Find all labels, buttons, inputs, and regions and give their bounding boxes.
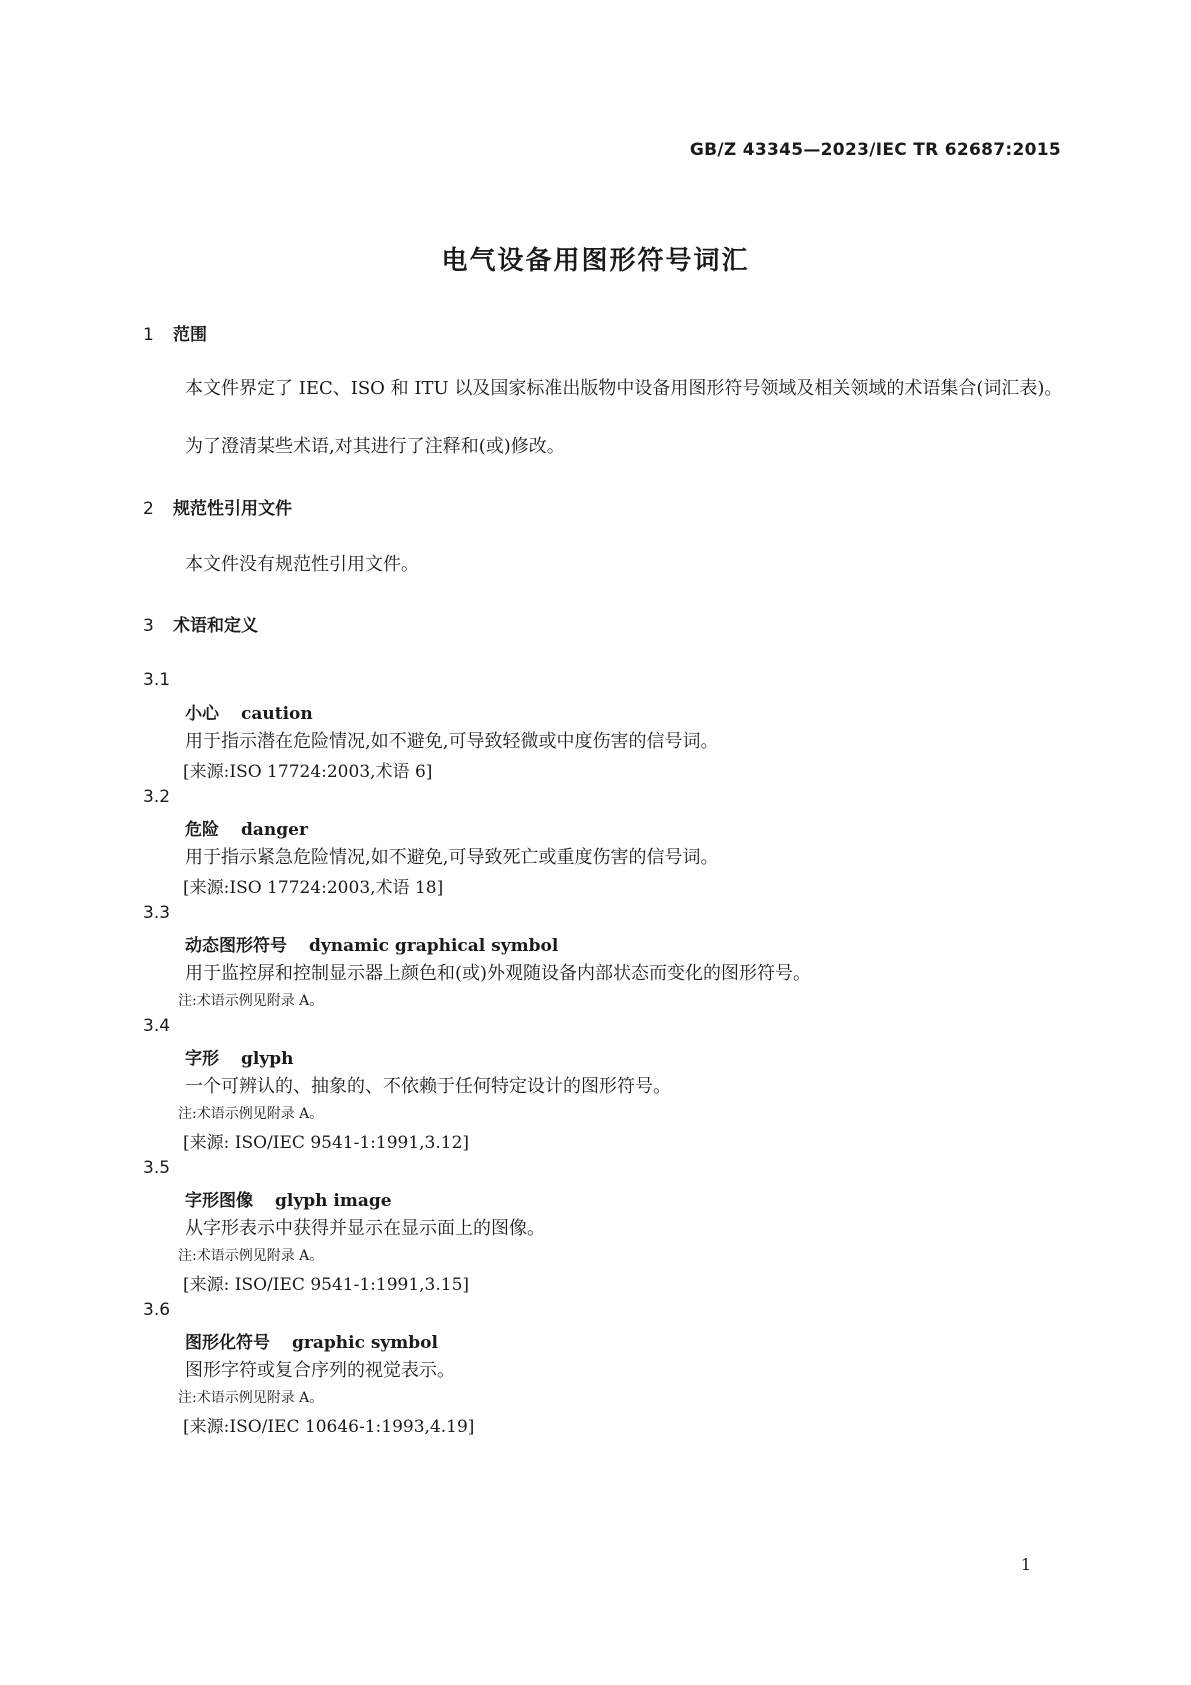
term-number: 3.3 xyxy=(143,903,171,923)
scope-paragraph: 本文件界定了 IEC、ISO 和 ITU 以及国家标准出版物中设备用图形符号领域及相关领域的术语集合(词汇表)。 xyxy=(185,378,1063,399)
term-note: 注:术语示例见附录 A。 xyxy=(178,1106,324,1122)
term-en: caution xyxy=(241,704,313,724)
term-en: dynamic graphical symbol xyxy=(309,936,559,956)
term-heading xyxy=(185,1328,438,1353)
term-en: glyph image xyxy=(275,1191,392,1211)
term-heading xyxy=(185,1044,293,1069)
section-heading-scope xyxy=(143,320,207,345)
term-heading xyxy=(185,1186,392,1211)
term-source: [来源:ISO/IEC 10646-1:1993,4.19] xyxy=(183,1417,475,1437)
section-title: 规范性引用文件 xyxy=(173,499,292,519)
term-heading xyxy=(185,931,558,956)
section-title: 范围 xyxy=(173,325,207,345)
term-heading xyxy=(185,699,313,724)
term-number: 3.1 xyxy=(143,670,171,690)
term-zh: 动态图形符号 xyxy=(185,936,287,956)
document-title: 电气设备用图形符号词汇 xyxy=(441,246,750,276)
section-number: 3 xyxy=(143,616,154,636)
term-zh: 字形 xyxy=(185,1049,219,1069)
section-number: 1 xyxy=(143,325,154,345)
term-zh: 小心 xyxy=(185,704,219,724)
references-paragraph: 本文件没有规范性引用文件。 xyxy=(185,554,419,575)
section-heading-terms xyxy=(143,611,258,636)
section-number: 2 xyxy=(143,499,154,519)
term-heading xyxy=(185,815,308,840)
term-en: graphic symbol xyxy=(292,1333,438,1353)
term-definition: 用于监控屏和控制显示器上颜色和(或)外观随设备内部状态而变化的图形符号。 xyxy=(185,963,812,984)
term-zh: 字形图像 xyxy=(185,1191,253,1211)
term-definition: 从字形表示中获得并显示在显示面上的图像。 xyxy=(185,1218,545,1239)
term-number: 3.2 xyxy=(143,787,171,807)
term-definition: 用于指示潜在危险情况,如不避免,可导致轻微或中度伤害的信号词。 xyxy=(185,731,719,752)
section-title: 术语和定义 xyxy=(173,616,258,636)
term-source: [来源: ISO/IEC 9541-1:1991,3.15] xyxy=(183,1275,470,1295)
section-heading-normative-references xyxy=(143,494,292,519)
page-number: 1 xyxy=(1020,1555,1031,1574)
term-source: [来源:ISO 17724:2003,术语 18] xyxy=(183,878,444,898)
term-number: 3.4 xyxy=(143,1016,171,1036)
term-source: [来源: ISO/IEC 9541-1:1991,3.12] xyxy=(183,1133,470,1153)
term-definition: 一个可辨认的、抽象的、不依赖于任何特定设计的图形符号。 xyxy=(185,1076,671,1097)
standard-code: GB/Z 43345—2023/IEC TR 62687:2015 xyxy=(689,140,1061,160)
term-definition: 图形字符或复合序列的视觉表示。 xyxy=(185,1360,455,1381)
term-note: 注:术语示例见附录 A。 xyxy=(178,1390,324,1406)
term-en: glyph xyxy=(241,1049,294,1069)
term-zh: 图形化符号 xyxy=(185,1333,270,1353)
scope-paragraph: 为了澄清某些术语,对其进行了注释和(或)修改。 xyxy=(185,436,565,457)
term-definition: 用于指示紧急危险情况,如不避免,可导致死亡或重度伤害的信号词。 xyxy=(185,847,719,868)
term-en: danger xyxy=(241,820,308,840)
term-note: 注:术语示例见附录 A。 xyxy=(178,1248,324,1264)
term-number: 3.5 xyxy=(143,1158,171,1178)
term-number: 3.6 xyxy=(143,1300,171,1320)
term-zh: 危险 xyxy=(185,820,219,840)
term-note: 注:术语示例见附录 A。 xyxy=(178,993,324,1009)
term-source: [来源:ISO 17724:2003,术语 6] xyxy=(183,762,433,782)
